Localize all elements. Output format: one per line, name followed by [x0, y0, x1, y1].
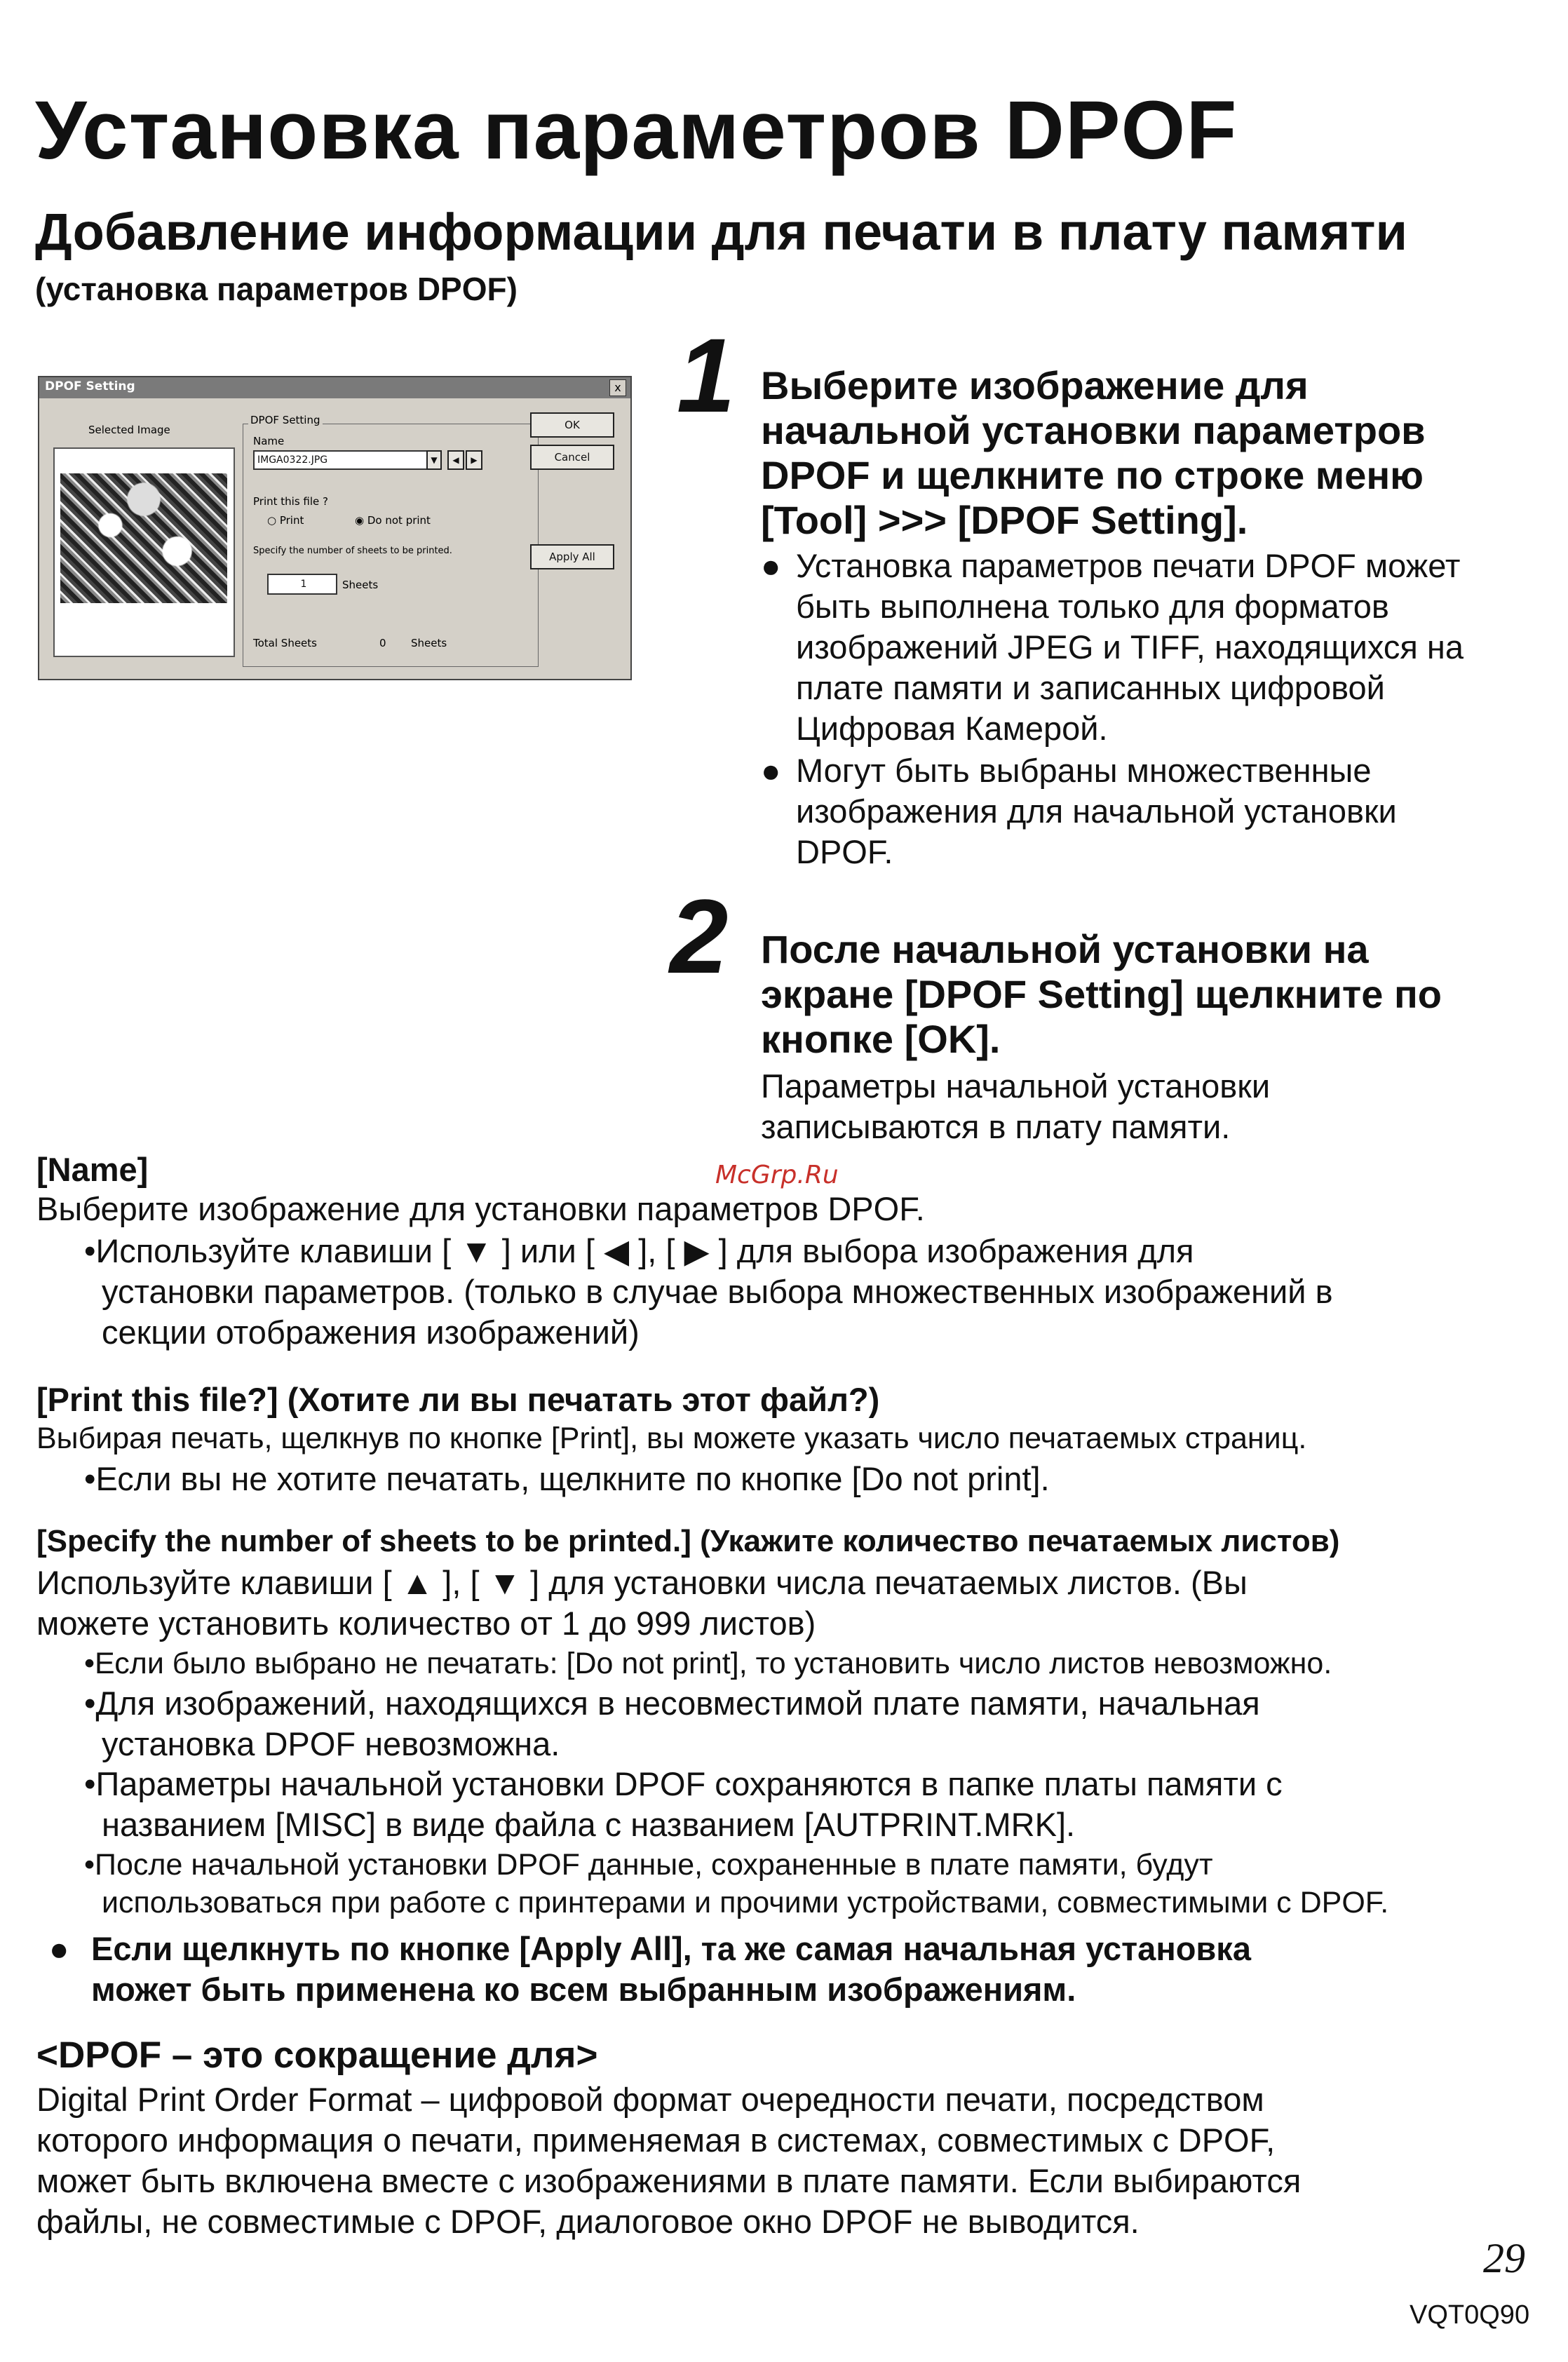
step-1-heading-line: [Tool] >>> [DPOF Setting].	[761, 498, 1248, 542]
do-not-print-option-label: Do not print	[367, 514, 431, 527]
step-1-number: 1	[677, 316, 736, 434]
text-line: Используйте клавиши [ ▲ ], [ ▼ ] для установки числа печатаемых листов. (Вы	[36, 1564, 1248, 1601]
dpof-section-text	[36, 2079, 1301, 2242]
bullet-line: DPOF.	[796, 833, 893, 870]
apply-all-note	[49, 1929, 1251, 2010]
dialog-title: DPOF Setting	[45, 379, 135, 393]
print-section-text: Выбирая печать, щелкнув по кнопке [Print], вы можете указать число печатаемых страниц.	[36, 1422, 1307, 1455]
sheets-bullet-4	[84, 1846, 1388, 1922]
step-2-heading-line: кнопке [OK].	[761, 1017, 1001, 1061]
bullet-icon: ●	[761, 547, 781, 584]
total-sheets-unit: Sheets	[411, 637, 447, 649]
bullet-line: Установка параметров печати DPOF может	[796, 547, 1461, 584]
watermark-text: McGrp.Ru	[715, 1161, 839, 1189]
bullet-line: •Параметры начальной установки DPOF сохраняются в папке платы памяти с	[84, 1765, 1283, 1802]
bullet-line: названием [MISC] в виде файла с названием [AUTPRINT.MRK].	[102, 1806, 1076, 1843]
print-option-label: Print	[279, 514, 304, 527]
note-line: Если щелкнуть по кнопке [Apply All], та же самая начальная установка	[91, 1930, 1251, 1967]
note-line: может быть применена ко всем выбранным изображениям.	[91, 1971, 1076, 2008]
bullet-line: плате памяти и записанных цифровой	[796, 669, 1385, 706]
text-line: может быть включена вместе с изображениями в плате памяти. Если выбираются	[36, 2162, 1302, 2199]
step-2-text-line: записываются в плату памяти.	[761, 1108, 1231, 1145]
step-1-heading	[761, 363, 1426, 543]
image-preview	[60, 473, 227, 603]
step-1-heading-line: начальной установки параметров	[761, 408, 1426, 452]
step-1-heading-line: Выберите изображение для	[761, 363, 1309, 407]
sheets-section-heading: [Specify the number of sheets to be printed.] (Укажите количество печатаемых листов)	[36, 1524, 1340, 1558]
sheets-section-text	[36, 1563, 1248, 1644]
step-1-bullet-1	[761, 546, 1539, 749]
sheets-bullet-1: •Если было выбрано не печатать: [Do not print], то установить число листов невозможно.	[84, 1647, 1332, 1680]
name-field: IMGA0322.JPG	[253, 450, 439, 470]
name-section-bullet	[84, 1231, 1333, 1353]
page-number: 29	[1483, 2235, 1525, 2281]
bullet-line: Цифровая Камерой.	[796, 710, 1108, 747]
selected-image-box	[53, 447, 235, 657]
document-code: VQT0Q90	[1410, 2300, 1530, 2330]
sheets-label: Specify the number of sheets to be printed.	[253, 546, 452, 556]
step-2-heading	[761, 927, 1442, 1062]
bullet-line: изображений JPEG и TIFF, находящихся на	[796, 628, 1464, 666]
close-icon: x	[609, 379, 626, 396]
sheets-bullet-3	[84, 1764, 1283, 1845]
step-2-text-line: Параметры начальной установки	[761, 1067, 1271, 1105]
print-radio: ○ Print	[267, 514, 304, 527]
step-2-number: 2	[670, 877, 729, 995]
bullet-line: секции отображения изображений)	[102, 1314, 640, 1351]
step-2-heading-line: После начальной установки на	[761, 927, 1369, 971]
print-this-file-label: Print this file ?	[253, 495, 328, 508]
step-2-heading-line: экране [DPOF Setting] щелкните по	[761, 972, 1442, 1016]
dpof-setting-group-label: DPOF Setting	[248, 414, 323, 426]
name-label: Name	[253, 435, 285, 447]
bullet-icon: ●	[49, 1930, 69, 1967]
bullet-line: •После начальной установки DPOF данные, сохраненные в плате памяти, будут	[84, 1848, 1213, 1882]
ok-button: OK	[530, 412, 614, 438]
prev-arrow-icon: ◀	[447, 450, 464, 470]
bullet-line: изображения для начальной установки	[796, 792, 1397, 830]
bullet-line: быть выполнена только для форматов	[796, 588, 1389, 625]
do-not-print-radio: ◉ Do not print	[355, 514, 431, 527]
sheets-stepper: 1	[267, 574, 337, 595]
sheets-unit: Sheets	[342, 579, 379, 591]
bullet-line: •Для изображений, находящихся в несовместимой плате памяти, начальная	[84, 1685, 1260, 1722]
step-1-heading-line: DPOF и щелкните по строке меню	[761, 453, 1424, 497]
total-sheets-label: Total Sheets	[253, 637, 317, 649]
bullet-line: установки параметров. (только в случае выбора множественных изображений в	[102, 1273, 1333, 1310]
name-section-text: Выберите изображение для установки параметров DPOF.	[36, 1190, 925, 1227]
dpof-section-heading: <DPOF – это сокращение для>	[36, 2034, 598, 2076]
section-title: Добавление информации для печати в плату памяти	[35, 203, 1407, 261]
selected-image-label: Selected Image	[88, 424, 170, 436]
dpof-dialog-screenshot	[38, 376, 632, 680]
bullet-line: •Используйте клавиши [ ▼ ] или [ ◀ ], [ ▶ ] для выбора изображения для	[84, 1232, 1194, 1269]
page-title: Установка параметров DPOF	[35, 84, 1238, 177]
print-section-bullet: •Если вы не хотите печатать, щелкните по кнопке [Do not print].	[84, 1460, 1050, 1497]
sheets-bullet-2	[84, 1683, 1260, 1764]
text-line: Digital Print Order Format – цифровой формат очередности печати, посредством	[36, 2081, 1264, 2118]
cancel-button: Cancel	[530, 445, 614, 470]
dialog-titlebar	[39, 377, 630, 398]
bullet-icon: ●	[761, 752, 781, 789]
name-dropdown-icon: ▼	[426, 450, 442, 470]
bullet-line: установка DPOF невозможна.	[102, 1725, 560, 1762]
step-1-bullet-2	[761, 750, 1539, 872]
section-subtitle: (установка параметров DPOF)	[35, 271, 518, 307]
bullet-line: использоваться при работе с принтерами и прочими устройствами, совместимыми с DPOF.	[102, 1886, 1389, 1919]
text-line: файлы, не совместимые с DPOF, диалоговое окно DPOF не выводится.	[36, 2203, 1140, 2240]
text-line: которого информация о печати, применяемая в системах, совместимых с DPOF,	[36, 2121, 1276, 2159]
bullet-line: Могут быть выбраны множественные	[796, 752, 1372, 789]
next-arrow-icon: ▶	[466, 450, 482, 470]
total-sheets-value: 0	[379, 637, 386, 649]
step-2-text	[761, 1066, 1270, 1147]
apply-all-button: Apply All	[530, 544, 614, 569]
text-line: можете установить количество от 1 до 999 листов)	[36, 1605, 816, 1642]
name-section-heading: [Name]	[36, 1151, 149, 1188]
print-section-heading: [Print this file?] (Хотите ли вы печатать этот файл?)	[36, 1381, 880, 1418]
